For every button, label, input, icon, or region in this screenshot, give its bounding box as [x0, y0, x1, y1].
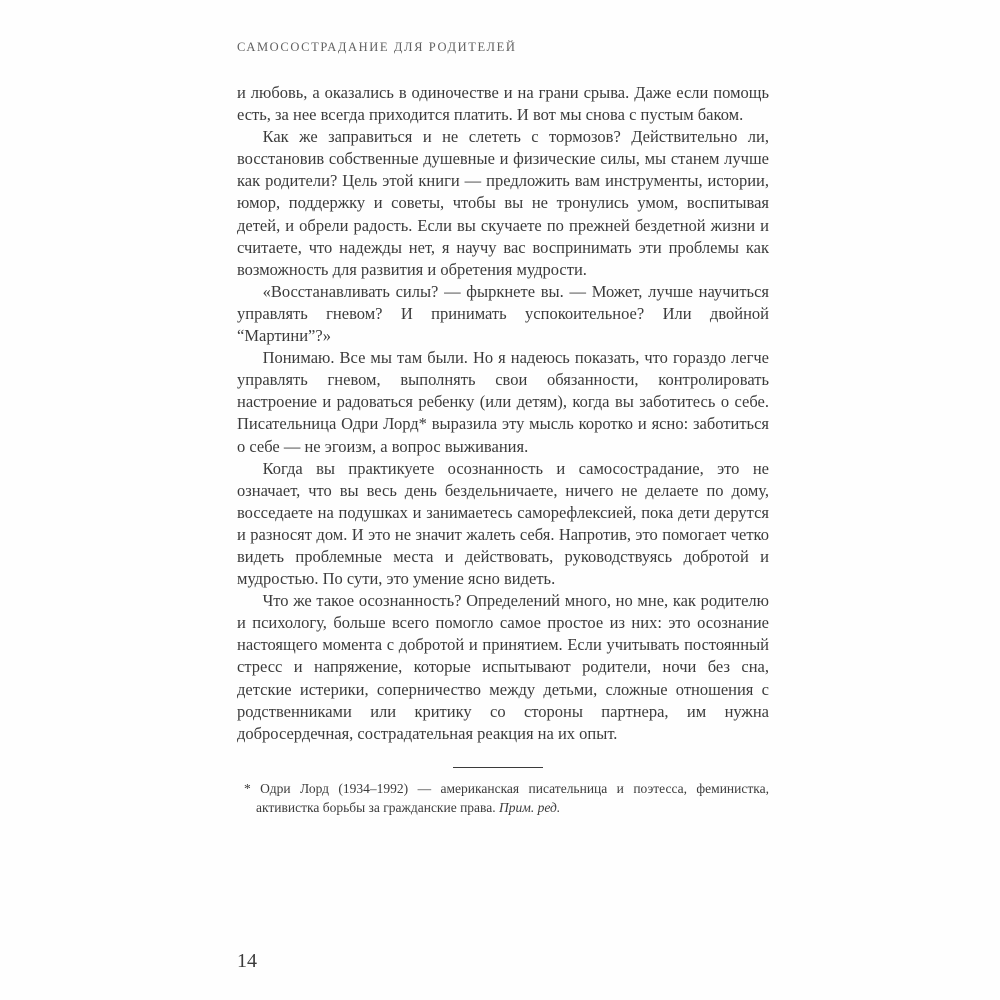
body-paragraph: Понимаю. Все мы там были. Но я надеюсь показать, что гораздо легче управлять гневом, выполнять свои обязанности, контролировать настроение и радоваться ребенку (или детям), когда вы заботитесь о себе. Писательница Одри Лорд* выразила эту мысль коротко и ясно: заботиться о себе — не эгоизм, а вопрос выживания. — [237, 348, 769, 456]
footnote-source: Прим. ред. — [499, 799, 561, 815]
body-paragraph: Как же заправиться и не слететь с тормозов? Действительно ли, восстановив собственные душевные и физические силы, мы станем лучше как родители? Цель этой книги — предложить вам инструменты, истории, юмор, поддержку и советы, чтобы вы не тронулись умом, воспитывая детей, и обрели радость. Если вы скучаете по прежней бездетной жизни и считаете, что надежды нет, я научу вас воспринимать эти проблемы как возможность для развития и обретения мудрости. — [237, 127, 769, 279]
page-number: 14 — [237, 950, 257, 972]
running-head: САМОСОСТРАДАНИЕ ДЛЯ РОДИТЕЛЕЙ — [237, 40, 517, 54]
footnote-text: * Одри Лорд (1934–1992) — американская писательница и поэтесса, феминистка, активистка борьбы за гражданские права. — [244, 780, 769, 815]
body-paragraph: Когда вы практикуете осознанность и самосострадание, это не означает, что вы весь день бездельничаете, ничего не делаете по дому, восседаете на подушках и занимаетесь саморефлексией, пока дети дерутся и разносят дом. И это не значит жалеть себя. Напротив, это помогает четко видеть проблемные места и действовать, руководствуясь добротой и мудростью. По сути, это умение ясно видеть. — [237, 458, 769, 589]
body-paragraph: и любовь, а оказались в одиночестве и на грани срыва. Даже если помощь есть, за нее всегда приходится платить. И вот мы снова с пустым баком. — [237, 83, 769, 125]
footnote-divider — [453, 767, 543, 768]
body-paragraph: Что же такое осознанность? Определений много, но мне, как родителю и психологу, больше всего помогло самое простое из них: это осознание настоящего момента с добротой и принятием. Если учитывать постоянный стресс и напряжение, которые испытывают родители, ночи без сна, детские истерики, соперничество между детьми, сложные отношения с родственниками или критику со стороны партнера, им нужна добросердечная, сострадательная реакция на их опыт. — [237, 591, 769, 743]
footnote-block — [237, 767, 769, 817]
text-column — [237, 40, 769, 817]
body-paragraph: «Восстанавливать силы? — фыркнете вы. — Может, лучше научиться управлять гневом? И принимать успокоительное? Или двойной “Мартини”?» — [237, 281, 769, 346]
footnote — [237, 779, 769, 817]
body-text — [237, 82, 769, 745]
